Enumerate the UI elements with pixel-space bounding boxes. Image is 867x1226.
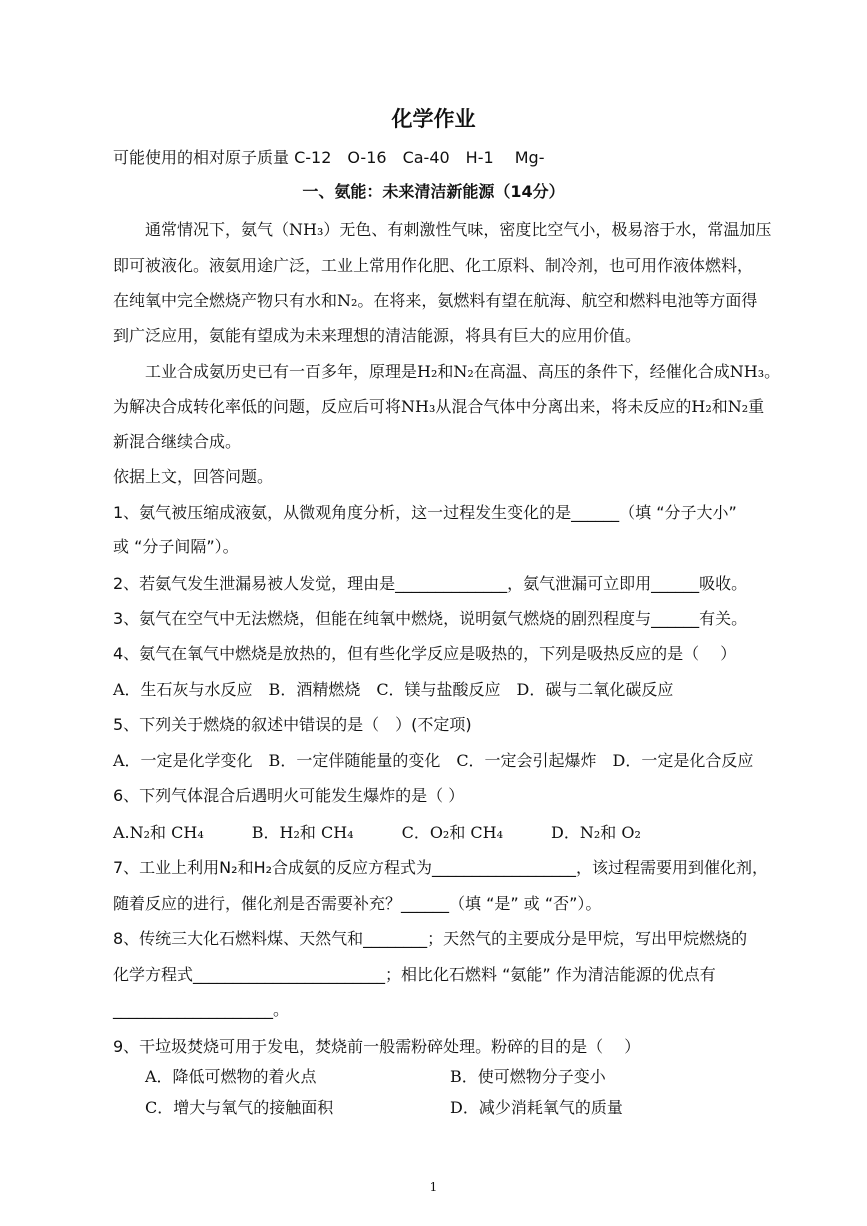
question-9: 9、干垃圾焚烧可用于发电，焚烧前一般需粉碎处理。粉碎的目的是（ ） [113,1037,641,1056]
passage-line: 为解决合成转化率低的问题，反应后可将NH₃从混合气体中分离出来，将未反应的H₂和N₂重 [113,397,765,416]
passage-line: 工业合成氨历史已有一百多年，原理是H₂和N₂在高温、高压的条件下，经催化合成NH₃。 [145,362,781,381]
passage-line: 通常情况下，氨气（NH₃）无色、有刺激性气味，密度比空气小，极易溶于水，常温加压 [145,220,772,239]
question-5: 5、下列关于燃烧的叙述中错误的是（ ）(不定项) [113,715,472,734]
question-4: 4、氨气在氧气中燃烧是放热的，但有些化学反应是吸热的，下列是吸热反应的是（ ） [113,644,737,663]
section-heading: 一、氨能：未来清洁新能源（14分） [302,182,565,201]
instruction: 依据上文，回答问题。 [113,467,274,486]
question-8-blank: ____________________。 [113,1000,290,1019]
question-9-option-c: C．增大与氧气的接触面积 [145,1098,334,1117]
question-9-option-b: B．使可燃物分子变小 [450,1067,606,1086]
page-title: 化学作业 [391,107,476,131]
question-5-options: A．一定是化学变化 B．一定伴随能量的变化 C．一定会引起爆炸 D．一定是化合反应 [113,751,754,770]
passage-line: 在纯氧中完全燃烧产物只有水和N₂。在将来，氨燃料有望在航海、航空和燃料电池等方面得 [113,291,758,310]
question-6-options: A.N₂和 CH₄ B．H₂和 CH₄ C．O₂和 CH₄ D．N₂和 O₂ [113,823,641,842]
question-7: 7、工业上利用N₂和H₂合成氨的反应方程式为__________________，该过程需要用到催化剂， [113,858,769,877]
question-2: 2、若氨气发生泄漏易被人发觉，理由是______________，氨气泄漏可立即用______吸收。 [113,574,748,593]
atomic-mass-line: 可能使用的相对原子质量 C-12 O-16 Ca-40 H-1 Mg- [113,148,545,167]
question-3: 3、氨气在空气中无法燃烧，但能在纯氧中燃烧，说明氨气燃烧的剧烈程度与______有关。 [113,609,748,628]
question-9-option-a: A．降低可燃物的着火点 [145,1067,317,1086]
passage-line: 新混合继续合成。 [113,432,242,451]
question-9-option-d: D．减少消耗氧气的质量 [450,1098,623,1117]
question-8: 8、传统三大化石燃料煤、天然气和________；天然气的主要成分是甲烷，写出甲烷燃烧的 [113,929,748,948]
question-1-cont: 或 “分子间隔”）。 [113,537,239,556]
question-8-cont: 化学方程式________________________；相比化石燃料 “氨能” 作为清洁能源的优点有 [113,965,716,984]
passage-line: 到广泛应用，氨能有望成为未来理想的清洁能源，将具有巨大的应用价值。 [113,326,642,345]
passage-line: 即可被液化。液氨用途广泛，工业上常用作化肥、化工原料、制冷剂，也可用作液体燃料， [113,256,754,275]
question-6: 6、下列气体混合后遇明火可能发生爆炸的是（ ） [113,786,465,805]
page-number: 1 [429,1180,438,1194]
question-7-cont: 随着反应的进行，催化剂是否需要补充？______（填 “是” 或 “否”）。 [113,894,602,913]
question-4-options: A．生石灰与水反应 B．酒精燃烧 C．镁与盐酸反应 D．碳与二氧化碳反应 [113,680,674,699]
question-1: 1、氨气被压缩成液氨，从微观角度分析，这一过程发生变化的是______（填 “分子大小” [113,503,737,522]
